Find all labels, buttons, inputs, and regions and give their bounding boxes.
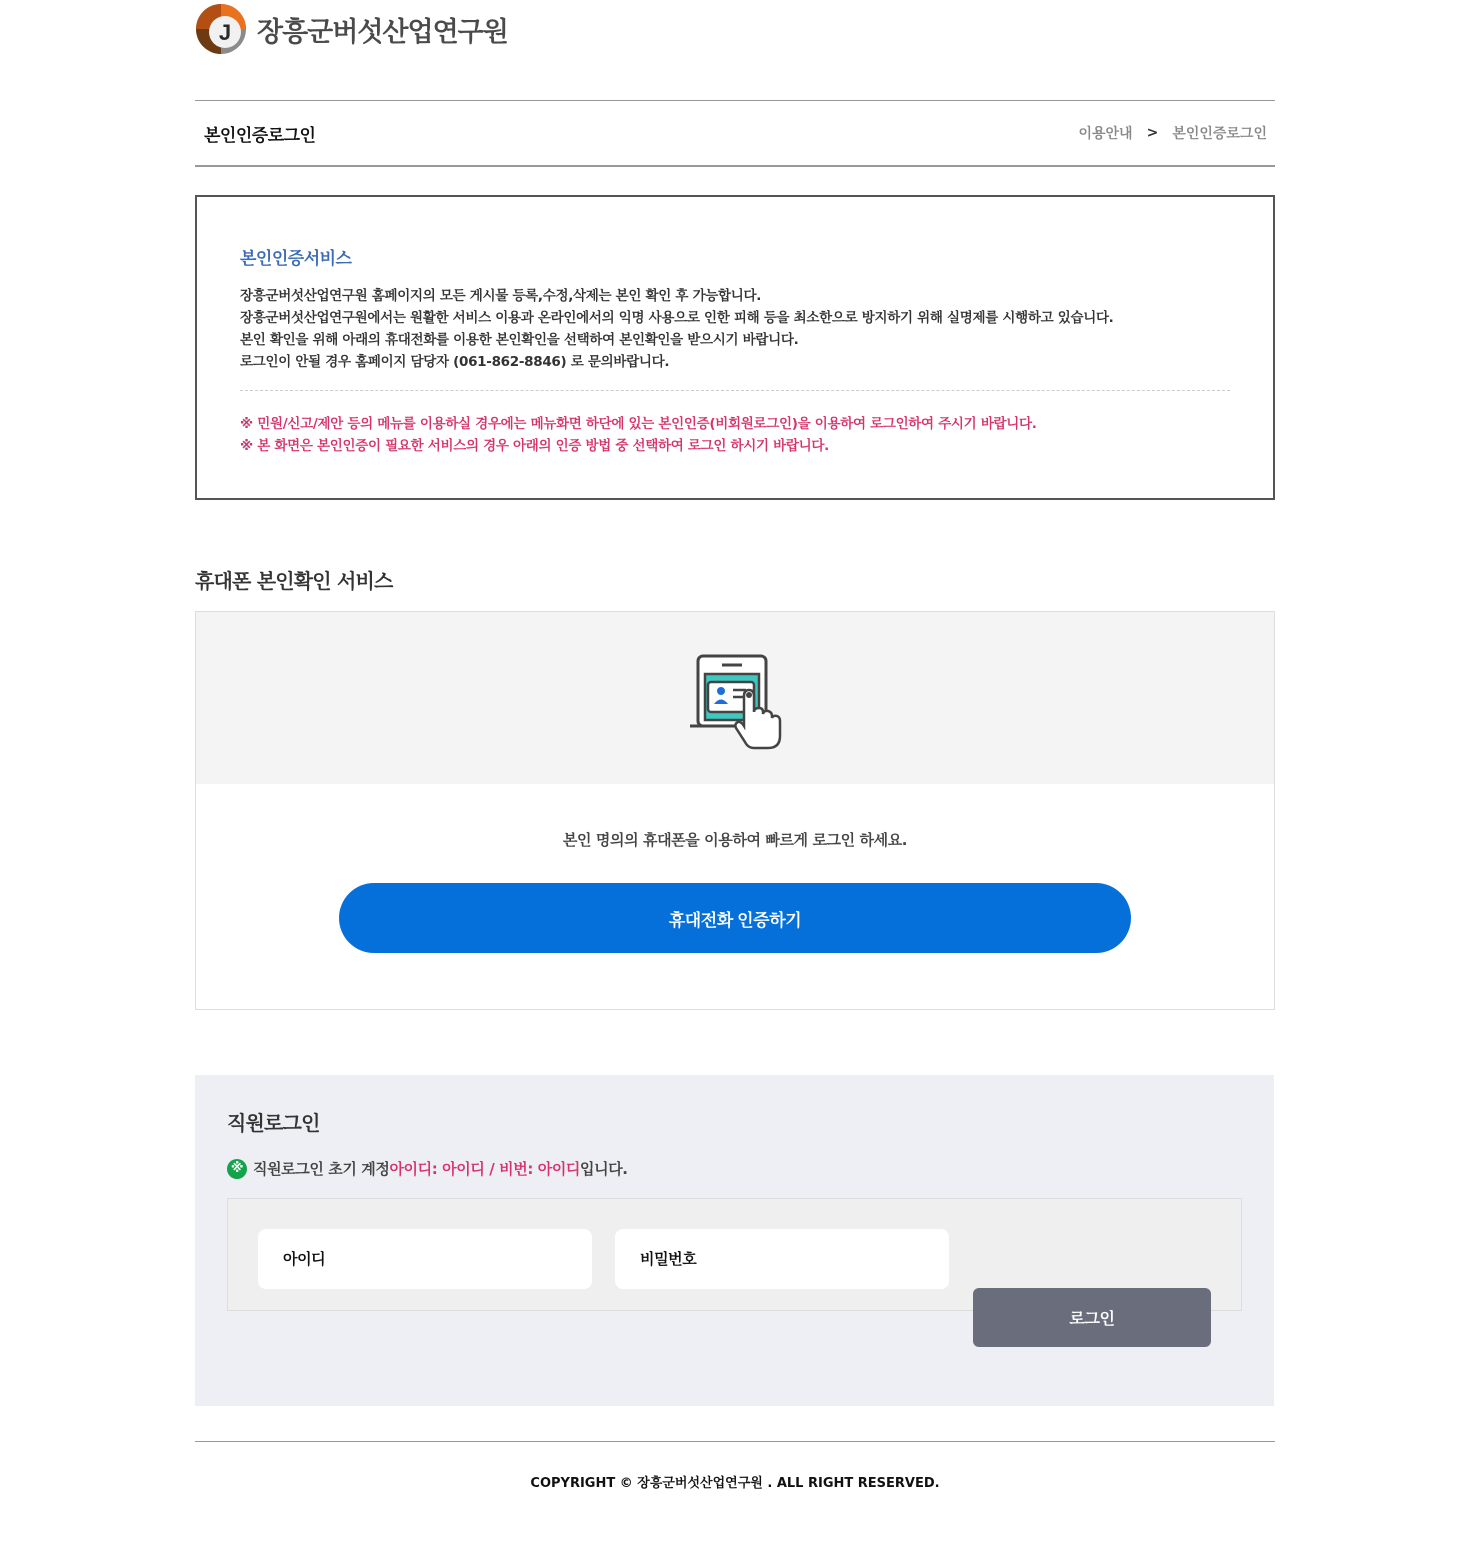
reference-mark-icon: ※ — [227, 1159, 247, 1179]
notice-title: 본인인증서비스 — [240, 249, 352, 269]
page-title: 본인인증로그인 — [204, 125, 316, 146]
site-logo[interactable] — [195, 2, 508, 56]
breadcrumb-item-current[interactable]: 본인인증로그인 — [1172, 126, 1267, 142]
staff-login-button[interactable]: 로그인 — [973, 1288, 1211, 1347]
note-highlight: 아이디: 아이디 / 비번: 아이디 — [389, 1160, 581, 1178]
footer — [195, 1441, 1275, 1511]
logo-icon — [195, 3, 247, 55]
copyright-text: COPYRIGHT © 장흥군버섯산업연구원 . ALL RIGHT RESERVED. — [530, 1476, 940, 1491]
notice-line: 로그인이 안될 경우 홈페이지 담당자 (061-862-8846) 로 문의바랍니다. — [240, 354, 670, 370]
notice-line: 장흥군버섯산업연구원 홈페이지의 모든 게시물 등록,수정,삭제는 본인 확인 후 가능합니다. — [240, 288, 762, 304]
staff-password-input[interactable] — [615, 1229, 949, 1289]
phone-auth-button[interactable]: 휴대전화 인증하기 — [339, 883, 1131, 953]
staff-login-note — [227, 1158, 628, 1179]
phone-verify-icon — [688, 654, 784, 750]
notice-line: 장흥군버섯산업연구원에서는 원활한 서비스 이용과 온라인에서의 익명 사용으로 인한 피해 등을 최소한으로 방지하기 위해 실명제를 시행하고 있습니다. — [240, 310, 1114, 326]
notice-warnings — [240, 413, 1037, 457]
notice-divider — [240, 390, 1230, 391]
logo-text: 장흥군버섯산업연구원 — [257, 16, 508, 48]
phone-auth-description: 본인 명의의 휴대폰을 이용하여 빠르게 로그인 하세요. — [562, 831, 908, 849]
notice-lines — [240, 285, 1114, 373]
note-prefix: 직원로그인 초기 계정 — [253, 1160, 390, 1178]
staff-id-input[interactable] — [258, 1229, 592, 1289]
phone-auth-box — [195, 611, 1275, 1010]
breadcrumb — [1078, 123, 1267, 143]
phone-illustration-area — [196, 612, 1274, 784]
warning-line: ※ 본 화면은 본인인증이 필요한 서비스의 경우 아래의 인증 방법 중 선택하여 로그인 하시기 바랍니다. — [240, 438, 829, 454]
breadcrumb-item-guide[interactable]: 이용안내 — [1078, 126, 1133, 142]
page-title-bar — [195, 100, 1275, 167]
staff-login-title: 직원로그인 — [227, 1111, 320, 1135]
phone-section-title: 휴대폰 본인확인 서비스 — [195, 569, 393, 593]
breadcrumb-separator: > — [1146, 125, 1159, 141]
staff-login-section — [195, 1075, 1274, 1406]
auth-notice-box — [195, 195, 1275, 500]
warning-line: ※ 민원/신고/제안 등의 메뉴를 이용하실 경우에는 메뉴화면 하단에 있는 본인인증(비회원로그인)을 이용하여 로그인하여 주시기 바랍니다. — [240, 416, 1037, 432]
svg-text:J: J — [218, 20, 232, 45]
note-suffix: 입니다. — [580, 1160, 628, 1178]
notice-line: 본인 확인을 위해 아래의 휴대전화를 이용한 본인확인을 선택하여 본인확인을 받으시기 바랍니다. — [240, 332, 799, 348]
